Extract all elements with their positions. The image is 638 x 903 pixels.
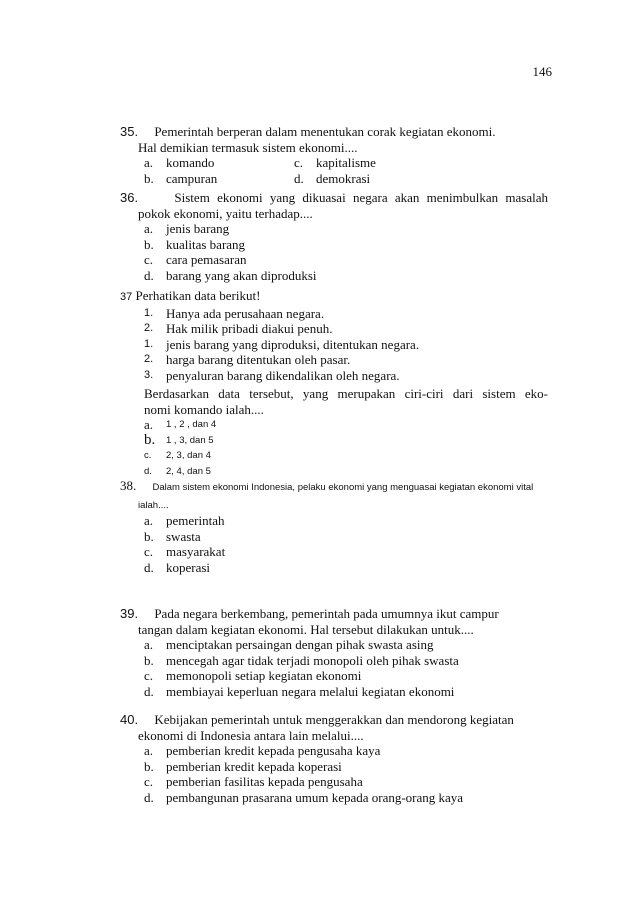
stem-line: Perhatikan data berikut! bbox=[135, 288, 261, 303]
question-number: 36. bbox=[120, 190, 139, 205]
question-39 bbox=[120, 606, 548, 699]
stem-line: Dalam sistem ekonomi Indonesia, pelaku ekonomi yang menguasai kegiatan ekonomi vital bbox=[152, 482, 534, 493]
stem-line: Berdasarkan data tersebut, yang merupakan ciri-ciri dari sistem eko- bbox=[144, 386, 548, 401]
page-number: 146 bbox=[532, 64, 552, 79]
option-c: c. 2, 3, dan 4 bbox=[144, 450, 211, 461]
option-a: a. 1 , 2 , dan 4 bbox=[144, 417, 217, 432]
option-c: c. memonopoli setiap kegiatan ekonomi bbox=[144, 668, 362, 683]
question-36 bbox=[120, 190, 548, 283]
stem-line: ialah.... bbox=[138, 499, 169, 511]
option-a: a. pemerintah bbox=[144, 513, 225, 528]
question-number: 39. bbox=[120, 606, 139, 621]
option-a: a. pemberian kredit kepada pengusaha kaya bbox=[144, 743, 381, 758]
statement: 1. jenis barang yang diproduksi, ditentukan negara. bbox=[144, 336, 420, 352]
question-38 bbox=[120, 478, 560, 575]
option-d: d. 2, 4, dan 5 bbox=[144, 465, 211, 477]
stem-line: Hal demikian termasuk sistem ekonomi.... bbox=[138, 139, 358, 155]
option-c: c. pemberian fasilitas kepada pengusaha bbox=[144, 774, 363, 789]
option-c: c. kapitalisme bbox=[294, 155, 376, 170]
stem-line: Sistem ekonomi yang dikuasai negara akan menimbulkan masalah bbox=[174, 190, 548, 205]
option-d: d. koperasi bbox=[144, 559, 211, 575]
option-d: d. demokrasi bbox=[294, 170, 371, 186]
question-number: 38. bbox=[120, 478, 137, 493]
question-number: 37 bbox=[120, 291, 133, 303]
stem-line: ekonomi di Indonesia antara lain melalui.... bbox=[138, 727, 364, 743]
question-stem bbox=[120, 190, 548, 206]
option-d: d. membiayai keperluan negara melalui kegiatan ekonomi bbox=[144, 683, 455, 699]
option-b: b. mencegah agar tidak terjadi monopoli oleh pihak swasta bbox=[144, 652, 459, 668]
stem-line: Pada negara berkembang, pemerintah pada umumnya ikut campur bbox=[154, 606, 499, 621]
stem-line: pokok ekonomi, yaitu terhadap.... bbox=[138, 205, 313, 221]
question-35 bbox=[120, 124, 548, 186]
question-stem bbox=[120, 606, 548, 622]
question-stem bbox=[120, 712, 548, 728]
option-b: b. 1 , 3, dan 5 bbox=[144, 431, 214, 448]
option-b: b. pemberian kredit kepada koperasi bbox=[144, 758, 342, 774]
option-c: c. cara pemasaran bbox=[144, 252, 247, 267]
statement: 3. penyaluran barang dikendalikan oleh negara. bbox=[144, 367, 400, 383]
statement: 1. Hanya ada perusahaan negara. bbox=[144, 305, 325, 321]
option-a: a. komando bbox=[144, 155, 215, 170]
stem-line: nomi komando ialah.... bbox=[144, 401, 264, 417]
question-40 bbox=[120, 712, 548, 805]
question-number: 35. bbox=[120, 124, 139, 139]
option-b: b. kualitas barang bbox=[144, 236, 246, 252]
option-c: c. masyarakat bbox=[144, 544, 226, 559]
option-b: b. swasta bbox=[144, 528, 201, 544]
option-d: d. barang yang akan diproduksi bbox=[144, 267, 317, 283]
stem-line: Kebijakan pemerintah untuk menggerakkan dan mendorong kegiatan bbox=[154, 712, 514, 727]
options bbox=[144, 155, 548, 186]
question-stem bbox=[120, 124, 548, 140]
option-b: b. campuran bbox=[144, 170, 218, 186]
question-stem bbox=[120, 478, 560, 496]
question-number: 40. bbox=[120, 712, 139, 727]
option-d: d. pembangunan prasarana umum kepada orang-orang kaya bbox=[144, 789, 464, 805]
stem-line: Pemerintah berperan dalam menentukan corak kegiatan ekonomi. bbox=[154, 124, 496, 139]
stem-line: tangan dalam kegiatan ekonomi. Hal tersebut dilakukan untuk.... bbox=[138, 621, 474, 637]
option-a: a. jenis barang bbox=[144, 221, 230, 236]
question-stem bbox=[120, 288, 548, 306]
option-a: a. menciptakan persaingan dengan pihak swasta asing bbox=[144, 637, 434, 652]
statement: 2. harga barang ditentukan oleh pasar. bbox=[144, 352, 351, 367]
question-37 bbox=[120, 288, 548, 479]
statement: 2. Hak milik pribadi diakui penuh. bbox=[144, 321, 333, 336]
